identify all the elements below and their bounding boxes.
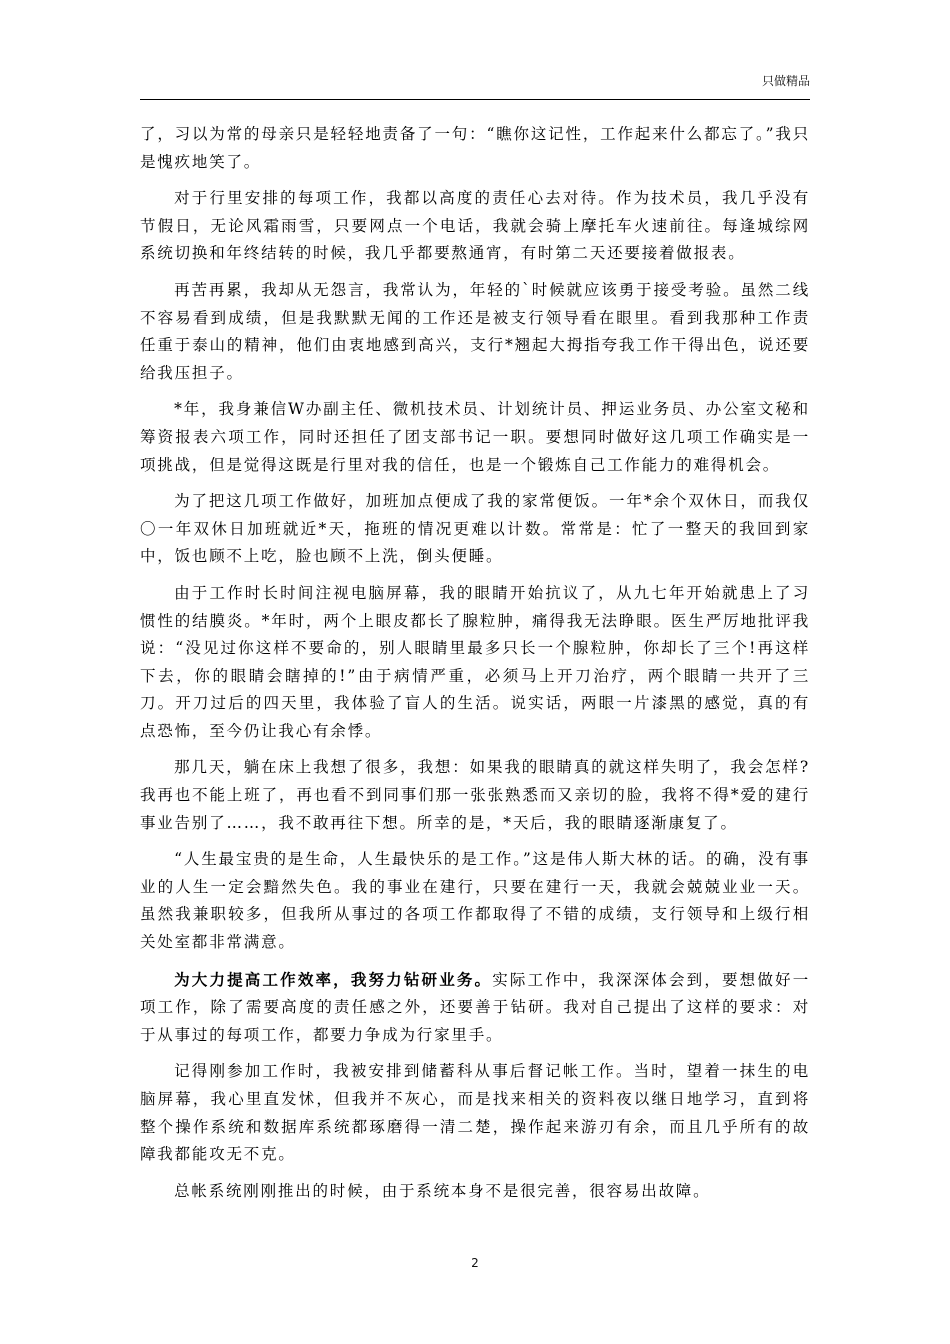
- paragraph-4: *年，我身兼信W办副主任、微机技术员、计划统计员、押运业务员、办公室文秘和筹资报表六项工作，同时还担任了团支部书记一职。要想同时做好这几项工作确实是一项挑战，但是觉得这既是行里对我的信任，也是一个锻炼自己工作能力的难得机会。: [140, 400, 810, 474]
- paragraph-10: 记得刚参加工作时，我被安排到储蓄科从事后督记帐工作。当时，望着一抹生的电脑屏幕，我心里直发怵，但我并不灰心，而是找来相关的资料夜以继日地学习，直到将整个操作系统和数据库系统都琢磨得一清二楚，操作起来游刃有余，而且几乎所有的故障我都能攻无不克。: [140, 1062, 810, 1164]
- paragraph-2: 对于行里安排的每项工作，我都以高度的责任心去对待。作为技术员，我几乎没有节假日，无论风霜雨雪，只要网点一个电话，我就会骑上摩托车火速前往。每逢城综网系统切换和年终结转的时候，我几乎都要熬通宵，有时第二天还要接着做报表。: [140, 189, 810, 263]
- header-note: 只做精品: [761, 74, 810, 88]
- paragraph-11: 总帐系统刚刚推出的时候，由于系统本身不是很完善，很容易出故障。: [174, 1181, 711, 1200]
- paragraph-3: 再苦再累，我却从无怨言，我常认为，年轻的`时候就应该勇于接受考验。虽然二线不容易看到成绩，但是我默默无闻的工作还是被支行领导看在眼里。看到我那种工作责任重于泰山的精神，他们由衷地感到高兴，支行*翘起大拇指夸我工作干得出色，说还要给我压担子。: [140, 280, 810, 382]
- paragraph-1: 了，习以为常的母亲只是轻轻地责备了一句：“瞧你这记性，工作起来什么都忘了。”我只是愧疚地笑了。: [140, 125, 810, 171]
- header-divider: [140, 99, 810, 100]
- paragraph-6: 由于工作时长时间注视电脑屏幕，我的眼睛开始抗议了，从九七年开始就患上了习惯性的结膜炎。*年时，两个上眼皮都长了腺粒肿，痛得我无法睁眼。医生严厉地批评我说：“没见过你这样不要命的，别人眼睛里最多只长一个腺粒肿，你却长了三个!再这样下去，你的眼睛会瞎掉的!”由于病情严重，必须马上开刀治疗，两个眼睛一共开了三刀。开刀过后的四天里，我体验了盲人的生活。说实话，两眼一片漆黑的感觉，真的有点恐怖，至今仍让我心有余悸。: [140, 583, 810, 740]
- paragraph-9-lead: 为大力提高工作效率，我努力钻研业务。: [174, 969, 493, 989]
- paragraph-9: [140, 966, 810, 1050]
- paragraph-7: 那几天，躺在床上我想了很多，我想：如果我的眼睛真的就这样失明了，我会怎样?我再也不能上班了，再也看不到同事们那一张张熟悉而又亲切的脸，我将不得*爱的建行事业告别了……，我不敢再往下想。所幸的是，*天后，我的眼睛逐渐康复了。: [140, 758, 810, 832]
- document-body: [140, 121, 810, 1214]
- paragraph-8: “人生最宝贵的是生命，人生最快乐的是工作。”这是伟人斯大林的话。的确，没有事业的人生一定会黯然失色。我的事业在建行，只要在建行一天，我就会兢兢业业一天。虽然我兼职较多，但我所从事过的各项工作都取得了不错的成绩，支行领导和上级行相关处室都非常满意。: [140, 850, 810, 952]
- page-number: 2: [471, 1256, 479, 1270]
- paragraph-5: 为了把这几项工作做好，加班加点便成了我的家常便饭。一年*余个双休日，而我仅〇一年双休日加班就近*天，拖班的情况更难以计数。常常是：忙了一整天的我回到家中，饭也顾不上吃，脸也顾不上洗，倒头便睡。: [140, 492, 810, 566]
- paragraph-9-text: 实际工作中，我深深体会到，要想做好一项工作，除了需要高度的责任感之外，还要善于钻研。我对自己提出了这样的要求：对于从事过的每项工作，都要力争成为行家里手。: [140, 970, 810, 1044]
